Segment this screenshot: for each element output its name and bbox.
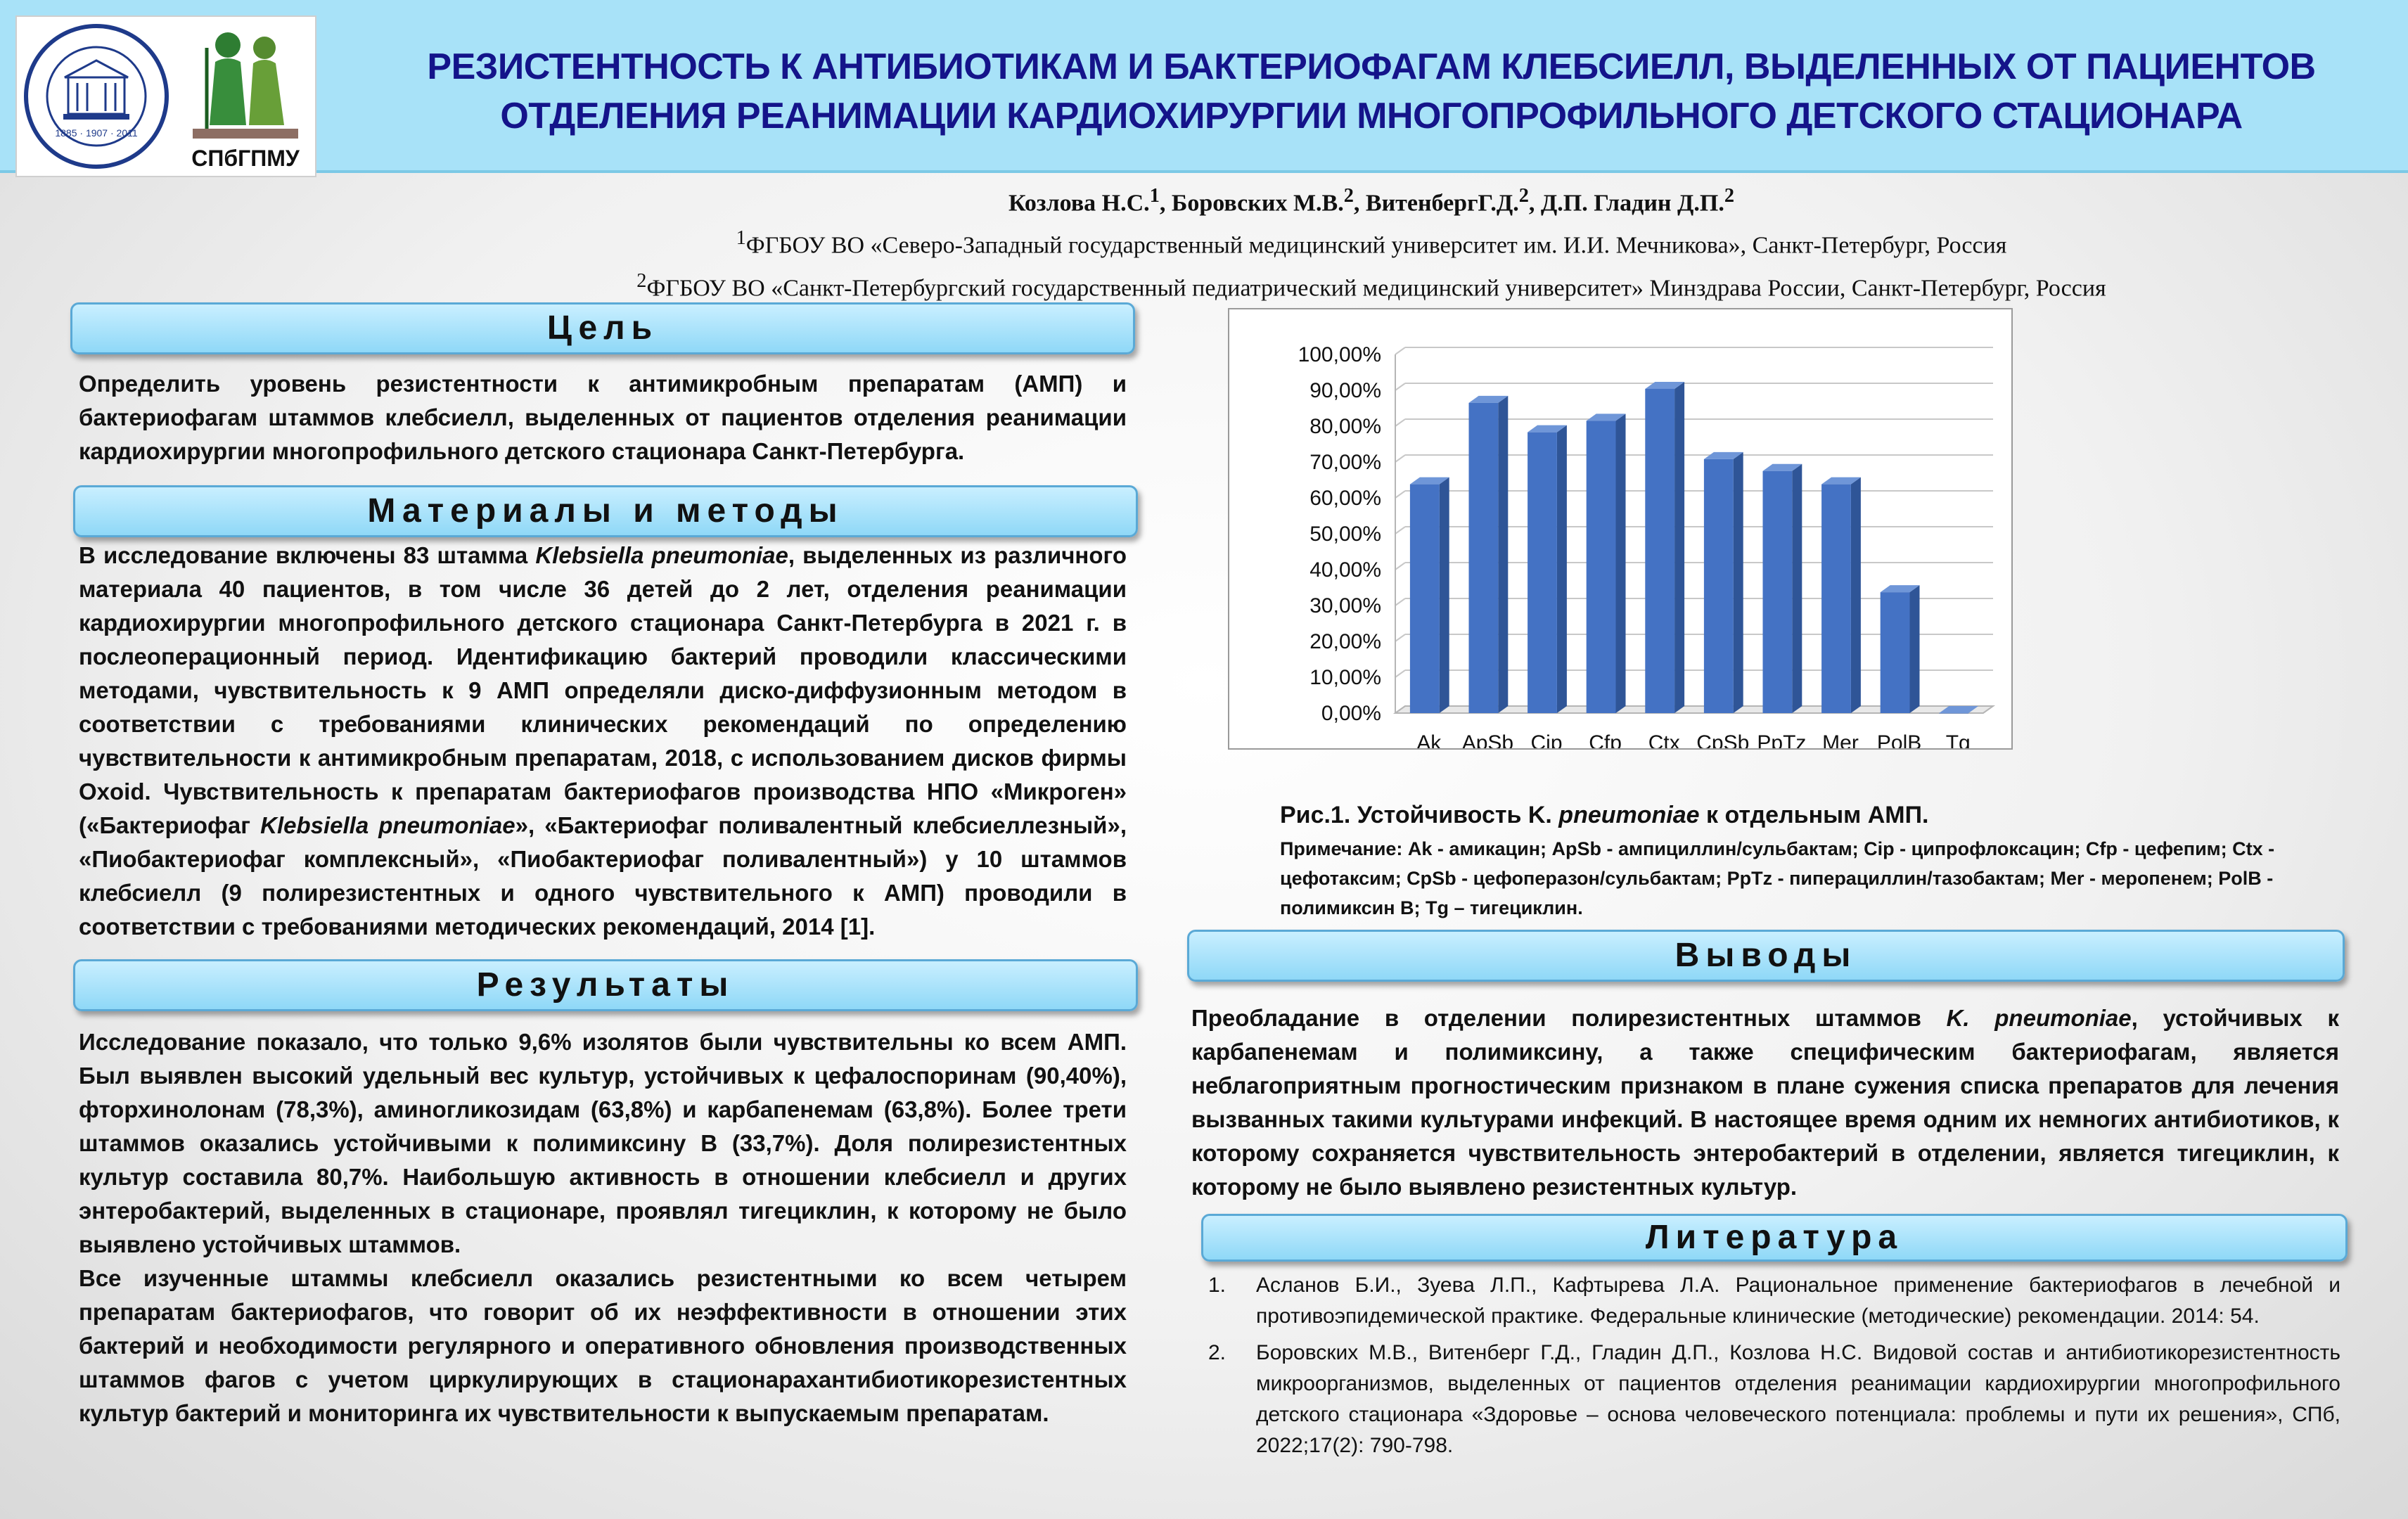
bar xyxy=(1763,471,1793,713)
bar xyxy=(1881,592,1910,713)
bar-side xyxy=(1910,585,1920,713)
reference-item xyxy=(1208,1338,2340,1461)
resistance-bar-chart xyxy=(1229,309,2011,748)
reference-number: 1. xyxy=(1208,1274,1227,1297)
conclusions-species: K. pneumoniae xyxy=(1946,1005,2132,1031)
author-2: , Боровских М.В. xyxy=(1159,190,1344,217)
x-tick-label: PolB xyxy=(1876,731,1922,748)
affiliation-1-sup: 1 xyxy=(736,227,746,250)
conclusions-heading: Выводы xyxy=(1187,930,2345,982)
gridline-depth xyxy=(1395,634,1405,641)
x-tick-label: Cfp xyxy=(1589,731,1622,748)
header-bar xyxy=(0,0,2408,173)
results-paragraph-1: Исследование показало, что только 9,6% изолятов были чувствительны ко всем АМП. Был выявлен высокий удельный вес культур, устойчивых к цефалоспоринам (90,40%), фторхинолонам (78,3%), аминогликозидам (63,8%) и карбапенемам (63,8%). Более трети штаммов оказались устойчивыми к полимиксину В (33,7%). Доля полирезистентных культур составила 80,7%. Наибольшую активность в отношении клебсиелл и других энтеробактерий, выделенных в стационаре, проявлял тигециклин, к которому не было выявлено устойчивых штаммов. xyxy=(79,1029,1127,1257)
figure-caption-title xyxy=(1280,799,2356,831)
x-tick-label: Ak xyxy=(1416,731,1442,748)
methods-species-1: Klebsiella pneumoniae xyxy=(535,542,788,568)
y-tick-label: 40,00% xyxy=(1309,558,1381,582)
bar-side xyxy=(1674,382,1684,713)
x-tick-label: Ctx xyxy=(1648,731,1680,748)
results-heading: Результаты xyxy=(73,959,1138,1011)
bar xyxy=(1704,459,1734,713)
results-paragraph-2: Все изученные штаммы клебсиелл оказались резистентными ко всем четырем препаратам бактериофагов, что говорит об их неэффективности в отношении этих бактерий и необходимости регулярного и оперативного обновления производственных штаммов фагов с учетом циркулирующих в стационарахантибиотикорезистентных культур бактерий и мониторинга их чувствительности к выпускаемым препаратам. xyxy=(79,1265,1127,1426)
y-tick-label: 30,00% xyxy=(1309,594,1381,617)
affiliation-2-sup: 2 xyxy=(636,269,647,292)
x-tick-label: CpSb xyxy=(1696,731,1750,748)
methods-text-part-2: , выделенных из различного материала 40 пациентов, в том числе 36 детей до 2 лет, отделения реанимации кардиохирургии многопрофильного детского стационара Санкт-Петербурга в 2021 г. в послеоперационный период. Идентификацию бактерий проводили классическими методами, чувствительность к 9 АМП определяли диско-диффузионным методом в соответствии с требованиями клинических рекомендаций по определению чувствительности к антимикробным препаратам, 2018, с использованием дисков фирмы Oxoid. Чувствительность к препаратам бактериофагов производства НПО «Микроген» («Бактериофаг xyxy=(79,542,1127,838)
figure-caption xyxy=(1280,799,2356,923)
author-3: , ВитенбергГ.Д. xyxy=(1353,190,1519,217)
results-text xyxy=(79,1025,1127,1430)
bar xyxy=(1410,485,1440,713)
bar-side xyxy=(1498,396,1508,713)
caption-part-1: Рис.1. Устойчивость K. xyxy=(1280,802,1559,828)
gridline-depth xyxy=(1395,527,1405,534)
bar-side xyxy=(1616,414,1626,713)
methods-text-part-3: », «Бактериофаг поливалентный клебсиеллезный», «Пиобактериофаг комплексный», «Пиобактериофаг поливалентный») у 10 штаммов клебсиелл (9 полирезистентных и одного чувствительного к АМП) проводили в соответствии с требованиями методических рекомендаций, 2014 [1]. xyxy=(79,812,1127,940)
y-tick-label: 70,00% xyxy=(1309,451,1381,474)
reference-number: 2. xyxy=(1208,1341,1227,1364)
title-line-2: ОТДЕЛЕНИЯ РЕАНИМАЦИИ КАРДИОХИРУРГИИ МНОГОПРОФИЛЬНОГО ДЕТСКОГО СТАЦИОНАРА xyxy=(500,96,2243,136)
gridline-depth xyxy=(1395,419,1405,426)
affiliation-2-text: ФГБОУ ВО «Санкт-Петербургский государственный педиатрический медицинский университет» Минздрава России, Санкт-Петербург, Россия xyxy=(646,274,2106,301)
y-tick-label: 100,00% xyxy=(1298,343,1381,366)
bar xyxy=(1587,421,1616,713)
logo-caption: СПбГПМУ xyxy=(191,146,300,171)
bar-side xyxy=(1792,464,1802,713)
gridline-depth xyxy=(1395,383,1405,390)
author-2-sup: 2 xyxy=(1343,185,1354,207)
methods-species-2: Klebsiella pneumoniae xyxy=(260,812,515,838)
reference-item xyxy=(1208,1270,2340,1332)
methods-text-part-1: В исследование включены 83 штамма xyxy=(79,542,536,568)
x-tick-label: PpTz xyxy=(1757,731,1807,748)
gridline-depth xyxy=(1395,563,1405,570)
author-1: Козлова Н.С. xyxy=(1008,190,1150,217)
caption-species: pneumoniae xyxy=(1558,802,1700,828)
reference-text: Асланов Б.И., Зуева Л.П., Кафтырева Л.А. Рациональное применение бактериофагов в лечебной и противоэпидемической практике. Федеральные клинические (методические) рекомендации. 2014: 54. xyxy=(1256,1274,2340,1328)
y-tick-label: 0,00% xyxy=(1321,702,1381,725)
spbgpmu-logo-icon xyxy=(179,20,312,174)
methods-heading: Материалы и методы xyxy=(73,485,1138,537)
gridline-depth xyxy=(1395,455,1405,462)
bar-side xyxy=(1440,478,1449,713)
bar xyxy=(1469,403,1499,713)
y-tick-label: 80,00% xyxy=(1309,415,1381,438)
y-tick-label: 20,00% xyxy=(1309,630,1381,653)
y-tick-label: 50,00% xyxy=(1309,523,1381,546)
x-tick-label: ApSb xyxy=(1461,731,1514,748)
bar xyxy=(1821,485,1851,713)
logo-box xyxy=(15,15,316,177)
x-tick-label: Mer xyxy=(1822,731,1859,748)
bar xyxy=(1645,389,1674,713)
gridline-depth xyxy=(1395,491,1405,498)
bar xyxy=(1528,432,1557,713)
conclusions-text xyxy=(1191,1001,2339,1204)
affiliation-1-text: ФГБОУ ВО «Северо-Западный государственный медицинский университет им. И.И. Мечникова», Санкт-Петербург, Россия xyxy=(745,232,2007,259)
bar-side xyxy=(1734,452,1743,713)
author-names xyxy=(352,179,2391,221)
bar xyxy=(1939,713,1968,714)
gridline-depth xyxy=(1395,598,1405,605)
bar-side xyxy=(1851,478,1861,713)
references-heading: Литература xyxy=(1201,1214,2348,1262)
y-tick-label: 10,00% xyxy=(1309,666,1381,689)
affiliation-1 xyxy=(352,221,2391,263)
chart-frame xyxy=(1228,308,2013,750)
affiliation-2 xyxy=(352,264,2391,306)
goal-heading: Цель xyxy=(70,302,1135,354)
author-1-sup: 1 xyxy=(1149,185,1160,207)
poster-title xyxy=(352,42,2391,141)
author-3-sup: 2 xyxy=(1518,185,1529,207)
reference-text: Боровских М.В., Витенберг Г.Д., Гладин Д.П., Козлова Н.С. Видовой состав и антибиотикорезистентность микроорганизмов, выделенных от пациентов отделения реанимации кардиохирургии многопрофильного детского стационара «Здоровье – основа человеческого потенциала: проблемы и пути их решения», СПб, 2022;17(2): 790-798. xyxy=(1256,1341,2340,1457)
bar-side xyxy=(1557,425,1567,713)
conclusions-text-part-1: Преобладание в отделении полирезистентных штаммов xyxy=(1191,1005,1947,1031)
conclusions-text-part-2: , устойчивых к карбапенемам и полимиксину, а также специфическим бактериофагам, является неблагоприятным прогностическим признаком в плане сужения списка препаратов для лечения вызванных такими культурами инфекций. В настоящее время одним их немногих антибиотиков, к которому сохраняется чувствительность энтеробактерий в отделении, является тигециклин, к которому не было выявлено резистентных культур. xyxy=(1191,1005,2340,1200)
university-seal-icon xyxy=(21,21,172,172)
figure-note: Примечание: Ak - амикацин; ApSb - ампициллин/сульбактам; Cip - ципрофлоксацин; Cfp - цефепим; Ctx - цефотаксим; CpSb - цефоперазон/сульбактам; PpTz - пиперациллин/тазобактам; Mer - меропенем; PolB - полимиксин В; Tg – тигециклин. xyxy=(1280,838,2275,918)
caption-part-2: к отдельным АМП. xyxy=(1699,802,1929,828)
author-4: , Д.П. Гладин Д.П. xyxy=(1528,190,1724,217)
gridline-depth xyxy=(1395,347,1405,354)
x-tick-label: Tg xyxy=(1945,731,1971,748)
y-tick-label: 90,00% xyxy=(1309,379,1381,402)
author-4-sup: 2 xyxy=(1724,185,1735,207)
goal-text: Определить уровень резистентности к антимикробным препаратам (АМП) и бактериофагам штаммов клебсиелл, выделенных от пациентов отделения реанимации кардиохирургии многопрофильного детского стационара Санкт-Петербурга. xyxy=(79,371,1127,464)
y-tick-label: 60,00% xyxy=(1309,487,1381,510)
seal-years: 1885 · 1907 · 2011 xyxy=(55,127,138,139)
authors-block xyxy=(352,179,2391,306)
gridline-depth xyxy=(1395,670,1405,677)
methods-text xyxy=(79,539,1127,944)
title-line-1: РЕЗИСТЕНТНОСТЬ К АНТИБИОТИКАМ И БАКТЕРИОФАГАМ КЛЕБСИЕЛЛ, ВЫДЕЛЕННЫХ ОТ ПАЦИЕНТОВ xyxy=(427,46,2316,87)
references-list xyxy=(1208,1270,2340,1467)
x-tick-label: Cip xyxy=(1530,731,1563,748)
